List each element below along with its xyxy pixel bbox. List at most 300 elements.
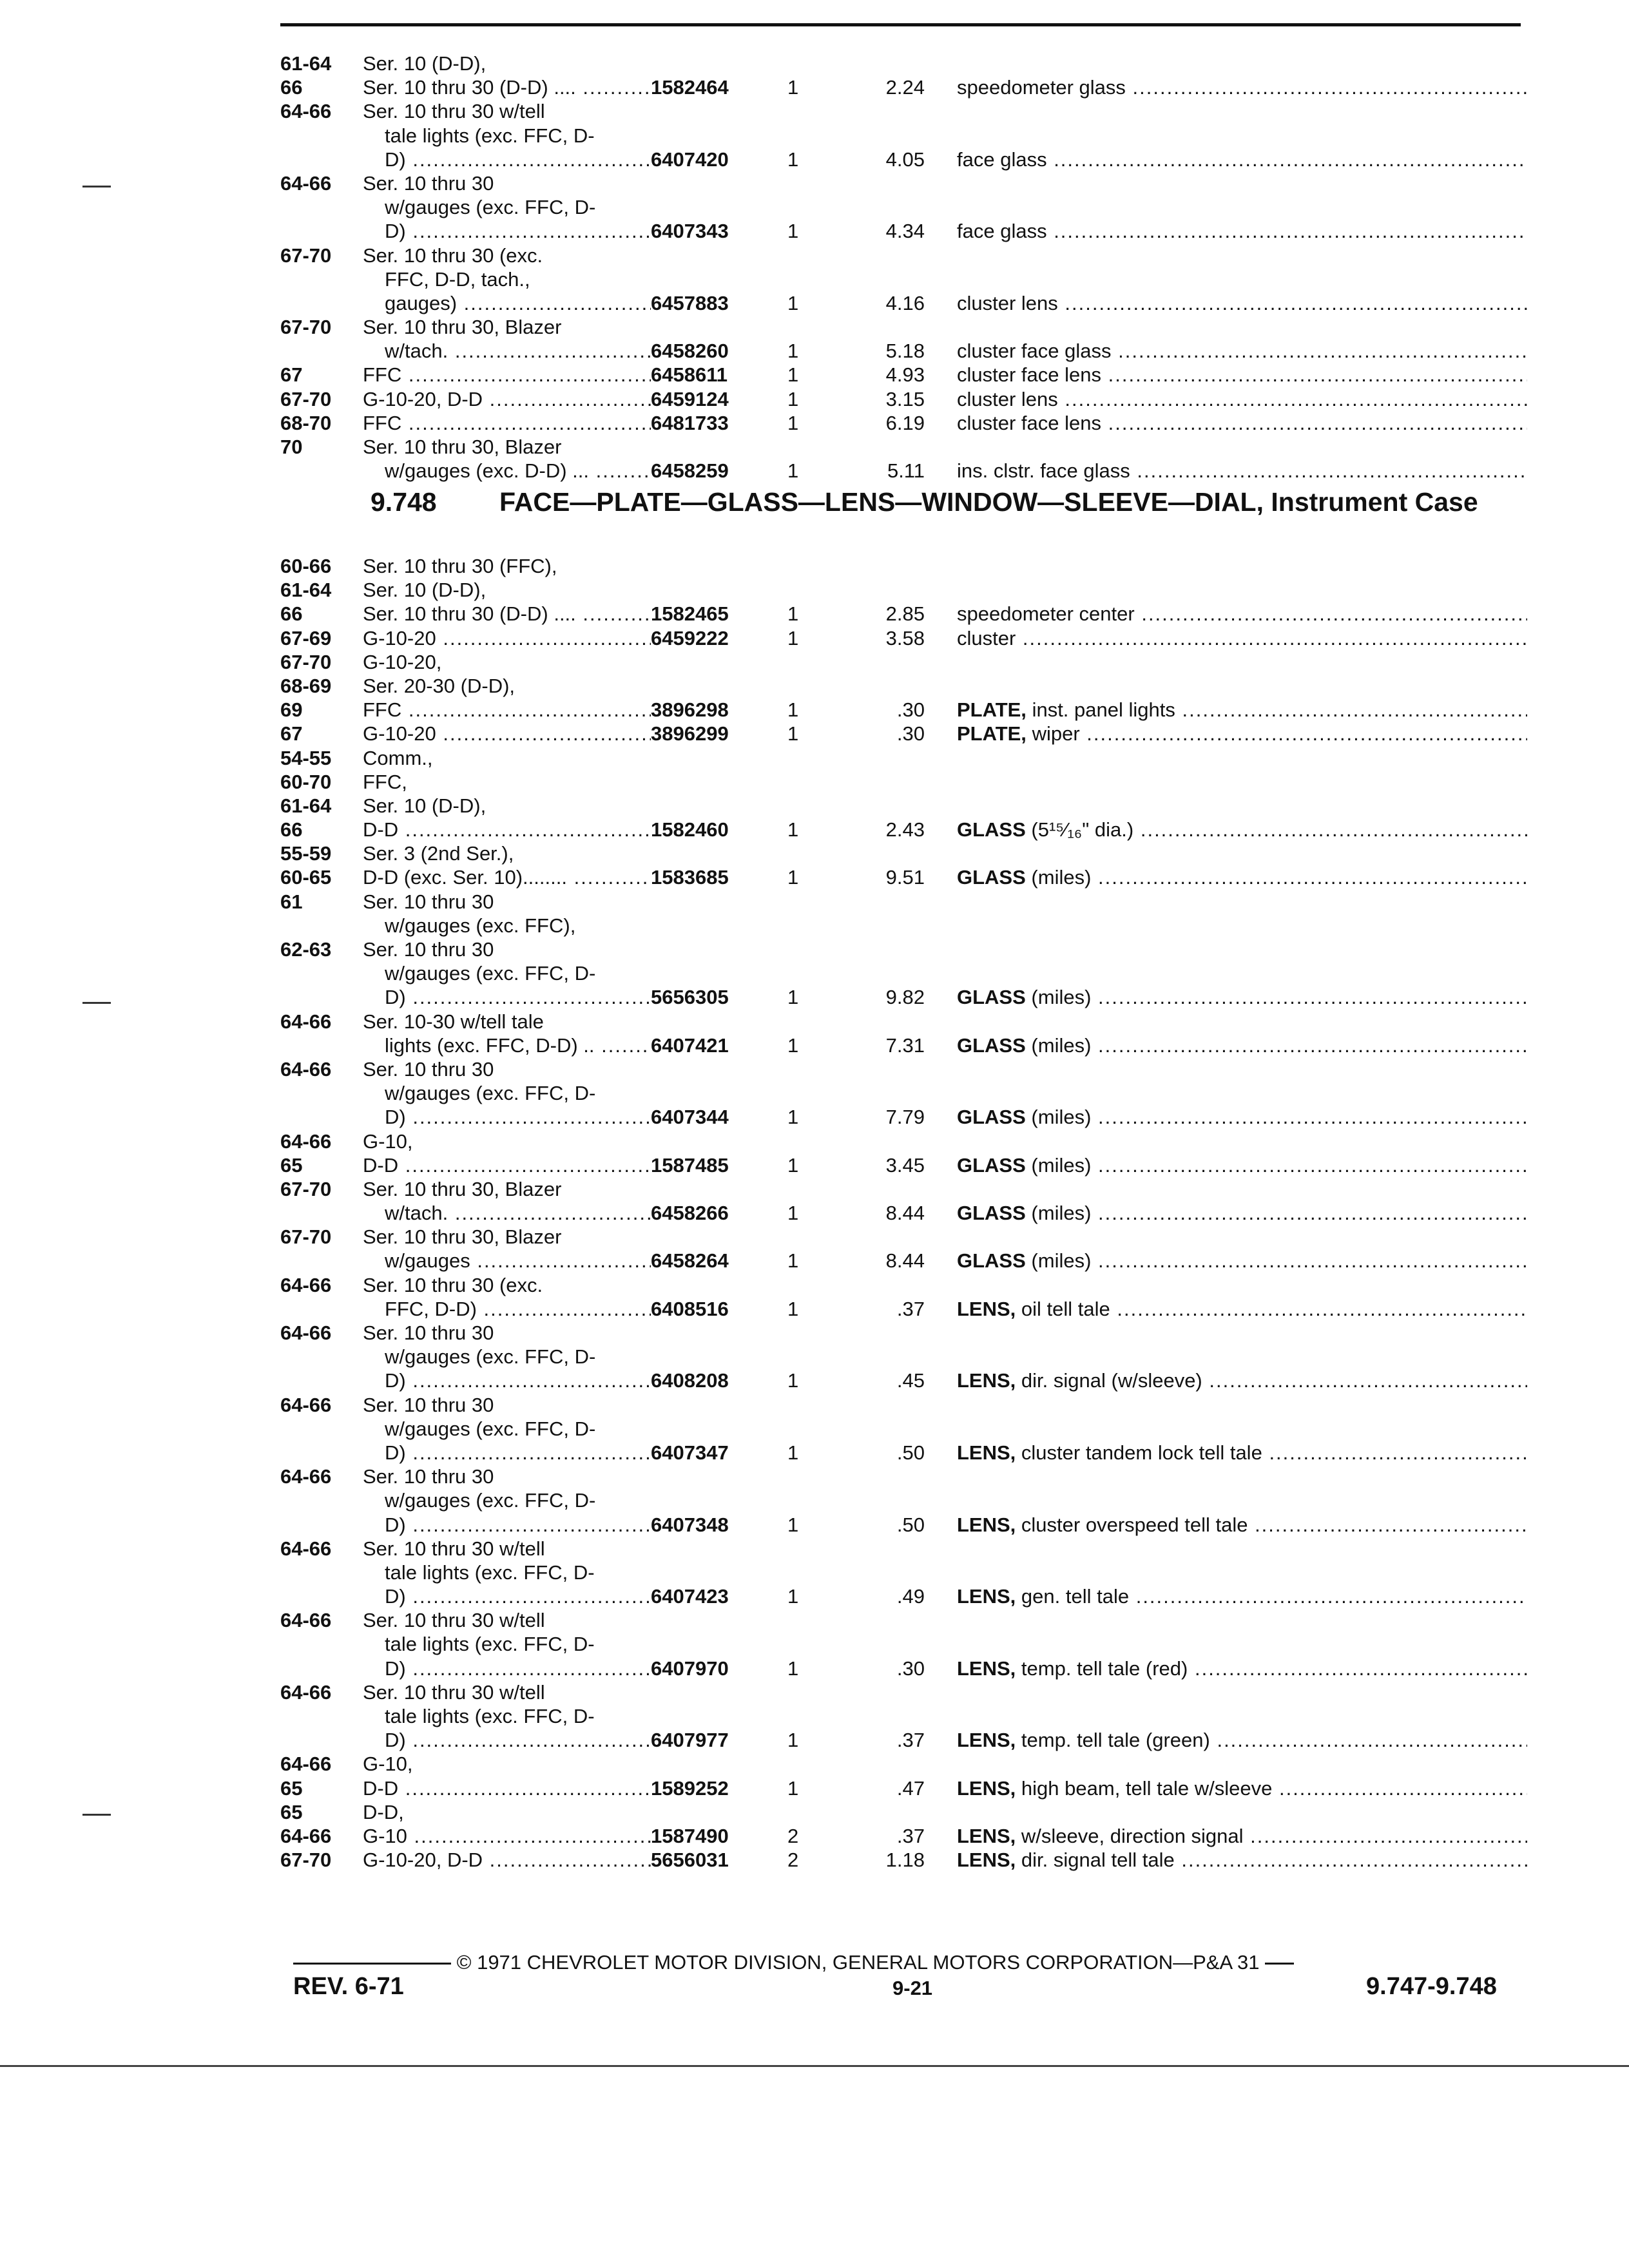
application-description: Ser. 10 (D-D),	[363, 794, 487, 817]
application-description: tale lights (exc. FFC, D-	[385, 124, 595, 147]
quantity: 1	[787, 1033, 799, 1057]
parts-row	[280, 841, 1527, 865]
application-description: G-10-20 .....	[363, 626, 651, 650]
model-year: 67-70	[280, 387, 332, 410]
part-name	[957, 1848, 1527, 1872]
part-name	[957, 1369, 1527, 1392]
model-year: 61-64	[280, 579, 332, 602]
parts-row	[280, 1465, 1527, 1488]
quantity: 1	[787, 1249, 799, 1273]
list-price: .30	[896, 698, 925, 722]
quantity: 1	[787, 1729, 799, 1752]
part-category: PLATE,	[957, 698, 1027, 722]
parts-row	[280, 1680, 1527, 1704]
part-name-text: cluster face glass	[957, 340, 1112, 363]
bottom-rule	[0, 2065, 1629, 2067]
application-description: w/gauges (exc. FFC, D-	[385, 1345, 596, 1369]
quantity: 1	[787, 866, 799, 889]
parts-row	[280, 267, 1527, 291]
part-name	[957, 1249, 1527, 1273]
part-number: 6407420	[651, 148, 729, 171]
model-year: 61-64	[280, 52, 332, 75]
list-price: 9.51	[885, 866, 925, 889]
parts-row	[280, 1105, 1527, 1129]
application-description: tale lights (exc. FFC, D-	[385, 1633, 595, 1656]
part-number: 6481733	[651, 411, 729, 434]
quantity: 1	[787, 1657, 799, 1680]
application-description: Ser. 10-30 w/tell tale	[363, 1010, 544, 1033]
quantity: 1	[787, 1106, 799, 1129]
parts-row	[280, 1393, 1527, 1417]
application-description: D-D .....	[363, 818, 651, 841]
application-description: D-D (exc. Ser. 10)........ .....	[363, 865, 651, 889]
part-name	[957, 1153, 1527, 1177]
section-title: FACE—PLATE—GLASS—LENS—WINDOW—SLEEVE—DIAL, Instrument Case	[499, 487, 1478, 517]
list-price: 8.44	[885, 1249, 925, 1273]
parts-row	[280, 1537, 1527, 1561]
parts-row	[280, 698, 1527, 722]
part-category: LENS,	[957, 1849, 1016, 1872]
margin-tick	[82, 1814, 111, 1816]
parts-row	[280, 291, 1527, 315]
part-name-text: cluster overspeed tell tale	[1021, 1513, 1248, 1536]
quantity: 1	[787, 76, 799, 99]
application-description: Ser. 10 thru 30, Blazer	[363, 316, 562, 339]
quantity: 1	[787, 340, 799, 363]
part-name-text: (miles)	[1031, 1249, 1092, 1273]
quantity: 1	[787, 363, 799, 387]
part-number: 1582460	[651, 818, 729, 841]
part-name	[957, 602, 1527, 626]
application-description: D-D,	[363, 1800, 404, 1823]
model-year: 64-66	[280, 1010, 332, 1033]
model-year: 61-64	[280, 794, 332, 817]
parts-row	[280, 1800, 1527, 1824]
application-description: Ser. 10 (D-D),	[363, 52, 487, 75]
part-category: LENS,	[957, 1297, 1016, 1320]
part-number: 6458259	[651, 459, 729, 483]
application-description: w/tach. .....	[385, 1201, 651, 1225]
application-description: D) .....	[385, 1105, 651, 1129]
quantity: 1	[787, 986, 799, 1009]
application-description: Ser. 10 thru 30, Blazer	[363, 1177, 562, 1200]
part-name-text: cluster face lens	[957, 363, 1101, 387]
list-price: 2.85	[885, 602, 925, 626]
parts-row	[280, 1824, 1527, 1848]
part-category: GLASS	[957, 866, 1026, 889]
part-name	[957, 1657, 1527, 1680]
part-name	[957, 818, 1527, 841]
model-year: 67	[280, 722, 303, 745]
part-number: 6458266	[651, 1202, 729, 1225]
parts-row	[280, 1513, 1527, 1537]
quantity: 1	[787, 291, 799, 314]
section-range: 9.747-9.748	[1366, 1973, 1497, 2000]
parts-row	[280, 914, 1527, 937]
margin-tick	[82, 1002, 111, 1004]
parts-row	[280, 1249, 1527, 1273]
parts-row	[280, 1057, 1527, 1081]
application-description: G-10-20, D-D .....	[363, 1848, 651, 1872]
model-year: 67	[280, 363, 303, 387]
parts-row	[280, 1417, 1527, 1441]
model-year: 68-69	[280, 674, 332, 697]
part-name	[957, 1513, 1527, 1537]
application-description: FFC .....	[363, 363, 651, 387]
parts-row	[280, 1081, 1527, 1105]
part-number: 1587490	[651, 1824, 729, 1847]
application-description: G-10 .....	[363, 1824, 651, 1848]
application-description: Ser. 10 thru 30 (exc.	[363, 1273, 543, 1296]
list-price: 4.16	[885, 291, 925, 314]
application-description: w/gauges (exc. FFC, D-	[385, 1489, 596, 1512]
list-price: .30	[896, 1657, 925, 1680]
list-price: 5.18	[885, 340, 925, 363]
part-name	[957, 985, 1527, 1009]
application-description: D) .....	[385, 219, 651, 243]
list-price: 4.05	[885, 148, 925, 171]
application-description: Ser. 10 thru 30, Blazer	[363, 436, 562, 458]
part-name-text: cluster tandem lock tell tale	[1021, 1441, 1262, 1464]
application-description: FFC .....	[363, 411, 651, 435]
part-category: LENS,	[957, 1824, 1016, 1847]
part-number: 6459124	[651, 387, 729, 410]
application-description: G-10-20 .....	[363, 722, 651, 745]
parts-row	[280, 411, 1527, 435]
parts-row	[280, 794, 1527, 818]
application-description: Ser. 10 thru 30 (exc.	[363, 244, 543, 267]
application-description: G-10-20,	[363, 650, 442, 673]
part-number: 1589252	[651, 1776, 729, 1800]
parts-row	[280, 1776, 1527, 1800]
part-name	[957, 363, 1527, 387]
part-name	[957, 459, 1527, 483]
model-year: 67-69	[280, 626, 332, 649]
list-price: .47	[896, 1776, 925, 1800]
part-number: 6407970	[651, 1657, 729, 1680]
parts-row	[280, 1321, 1527, 1345]
list-price: 9.82	[885, 986, 925, 1009]
part-name	[957, 339, 1527, 363]
part-name-text: speedometer glass	[957, 76, 1126, 99]
quantity: 2	[787, 1824, 799, 1847]
part-category: GLASS	[957, 986, 1026, 1009]
part-name	[957, 291, 1527, 315]
application-description: D) .....	[385, 1441, 651, 1465]
parts-row	[280, 219, 1527, 243]
parts-row	[280, 1177, 1527, 1201]
quantity: 1	[787, 1297, 799, 1320]
part-number: 6407423	[651, 1585, 729, 1608]
part-name-text: speedometer center	[957, 602, 1135, 626]
quantity: 1	[787, 818, 799, 841]
part-number: 1583685	[651, 866, 729, 889]
application-description: Ser. 10 thru 30, Blazer	[363, 1225, 562, 1249]
quantity: 1	[787, 1513, 799, 1536]
model-year: 61	[280, 890, 303, 913]
parts-row	[280, 602, 1527, 626]
parts-row	[280, 1273, 1527, 1297]
parts-row	[280, 890, 1527, 914]
parts-list-9748	[280, 554, 1527, 1872]
parts-row	[280, 937, 1527, 961]
model-year: 64-66	[280, 1465, 332, 1488]
model-year: 64-66	[280, 1273, 332, 1296]
application-description: w/gauges (exc. FFC, D-	[385, 196, 596, 219]
application-description: Ser. 10 thru 30	[363, 890, 494, 913]
list-price: .50	[896, 1441, 925, 1464]
quantity: 1	[787, 1441, 799, 1464]
part-category: GLASS	[957, 1033, 1026, 1057]
part-name-text: cluster face lens	[957, 411, 1101, 434]
part-name-text: cluster	[957, 626, 1016, 649]
part-name	[957, 75, 1527, 99]
application-description: Ser. 10 thru 30 (D-D) .... .....	[363, 75, 651, 99]
part-name	[957, 148, 1527, 171]
application-description: D) .....	[385, 148, 651, 171]
part-number: 6408516	[651, 1297, 729, 1320]
part-name-text: gen. tell tale	[1021, 1585, 1130, 1608]
quantity: 1	[787, 602, 799, 626]
part-name	[957, 1584, 1527, 1608]
parts-row	[280, 1561, 1527, 1584]
parts-row	[280, 75, 1527, 99]
application-description: D) .....	[385, 1728, 651, 1752]
parts-row	[280, 1225, 1527, 1249]
quantity: 1	[787, 220, 799, 243]
part-number: 6457883	[651, 291, 729, 314]
application-description: Ser. 10 (D-D),	[363, 579, 487, 602]
parts-row	[280, 339, 1527, 363]
list-price: 2.43	[885, 818, 925, 841]
part-name-text: (miles)	[1031, 1153, 1092, 1177]
quantity: 1	[787, 459, 799, 483]
application-description: Ser. 10 thru 30	[363, 1393, 494, 1416]
list-price: 7.31	[885, 1033, 925, 1057]
parts-row	[280, 148, 1527, 171]
list-price: 7.79	[885, 1106, 925, 1129]
part-name	[957, 1297, 1527, 1321]
application-description: tale lights (exc. FFC, D-	[385, 1561, 595, 1584]
part-category: GLASS	[957, 1153, 1026, 1177]
parts-row	[280, 124, 1527, 148]
application-description: Ser. 10 thru 30 (FFC),	[363, 555, 557, 577]
part-category: LENS,	[957, 1585, 1016, 1608]
application-description: Ser. 10 thru 30	[363, 1057, 494, 1081]
application-description: Ser. 10 thru 30	[363, 1321, 494, 1344]
part-number: 6407421	[651, 1033, 729, 1057]
list-price: 1.18	[885, 1849, 925, 1872]
model-year: 60-70	[280, 770, 332, 793]
parts-row	[280, 1441, 1527, 1465]
model-year: 67-70	[280, 650, 332, 673]
parts-row	[280, 1033, 1527, 1057]
part-name-text: face glass	[957, 220, 1047, 243]
part-name-text: (miles)	[1031, 866, 1092, 889]
application-description: Ser. 10 thru 30 (D-D) .... .....	[363, 602, 651, 626]
application-description: FFC, D-D, tach.,	[385, 267, 530, 291]
part-name-text: ins. clstr. face glass	[957, 459, 1130, 483]
application-description: D) .....	[385, 1657, 651, 1680]
model-year: 70	[280, 436, 303, 458]
model-year: 64-66	[280, 1393, 332, 1416]
model-year: 64-66	[280, 1321, 332, 1344]
application-description: Comm.,	[363, 746, 433, 769]
part-name	[957, 1441, 1527, 1465]
top-rule	[280, 23, 1521, 26]
parts-row	[280, 459, 1527, 483]
part-category: LENS,	[957, 1729, 1016, 1752]
application-description: Ser. 10 thru 30	[363, 171, 494, 195]
part-name-text: dir. signal tell tale	[1021, 1849, 1175, 1872]
parts-row	[280, 770, 1527, 794]
part-category: GLASS	[957, 1202, 1026, 1225]
parts-row	[280, 1728, 1527, 1752]
part-number: 6458264	[651, 1249, 729, 1273]
part-name	[957, 1105, 1527, 1129]
list-price: 5.11	[887, 459, 925, 483]
quantity: 1	[787, 1153, 799, 1177]
parts-row	[280, 722, 1527, 745]
quantity: 1	[787, 411, 799, 434]
part-name-text: (miles)	[1031, 986, 1092, 1009]
part-category: PLATE,	[957, 722, 1027, 745]
part-name	[957, 411, 1527, 435]
part-name-text: (5¹⁵⁄₁₆" dia.)	[1031, 818, 1134, 841]
part-number: 3896298	[651, 698, 729, 722]
parts-row	[280, 171, 1527, 195]
parts-row	[280, 1584, 1527, 1608]
parts-row	[280, 1488, 1527, 1512]
part-name	[957, 626, 1527, 650]
model-year: 64-66	[280, 1537, 332, 1560]
list-price: .50	[896, 1513, 925, 1536]
list-price: .37	[896, 1824, 925, 1847]
parts-row	[280, 865, 1527, 889]
application-description: Ser. 10 thru 30	[363, 1465, 494, 1488]
part-name-text: (miles)	[1031, 1106, 1092, 1129]
application-description: tale lights (exc. FFC, D-	[385, 1705, 595, 1727]
parts-row	[280, 1129, 1527, 1153]
application-description: Ser. 10 thru 30 w/tell	[363, 1680, 545, 1704]
quantity: 1	[787, 148, 799, 171]
part-name-text: wiper	[1032, 722, 1080, 745]
application-description: lights (exc. FFC, D-D) .. .....	[385, 1033, 651, 1057]
quantity: 1	[787, 722, 799, 745]
model-year: 62-63	[280, 938, 332, 961]
parts-row	[280, 1704, 1527, 1728]
part-name	[957, 1728, 1527, 1752]
part-name	[957, 1776, 1527, 1800]
list-price: 3.15	[885, 387, 925, 410]
application-description: FFC, D-D) .....	[385, 1297, 651, 1321]
part-name-text: high beam, tell tale w/sleeve	[1021, 1776, 1273, 1800]
application-description: D-D .....	[363, 1776, 651, 1800]
part-name-text: (miles)	[1031, 1202, 1092, 1225]
parts-row	[280, 1752, 1527, 1776]
parts-row	[280, 578, 1527, 602]
parts-row	[280, 387, 1527, 411]
quantity: 1	[787, 698, 799, 722]
list-price: 4.34	[885, 220, 925, 243]
model-year: 60-66	[280, 555, 332, 577]
parts-row	[280, 363, 1527, 387]
model-year: 67-70	[280, 1225, 332, 1249]
part-number: 3896299	[651, 722, 729, 745]
part-name-text: w/sleeve, direction signal	[1021, 1824, 1244, 1847]
model-year: 66	[280, 602, 303, 626]
parts-row	[280, 435, 1527, 459]
parts-row	[280, 1632, 1527, 1656]
model-year: 69	[280, 698, 303, 722]
model-year: 64-66	[280, 1609, 332, 1632]
part-name-text: oil tell tale	[1021, 1297, 1110, 1320]
part-name-text: temp. tell tale (red)	[1021, 1657, 1188, 1680]
parts-row	[280, 674, 1527, 698]
list-price: 3.45	[885, 1153, 925, 1177]
quantity: 1	[787, 1202, 799, 1225]
part-number: 1587485	[651, 1153, 729, 1177]
part-name	[957, 219, 1527, 243]
application-description: G-10,	[363, 1129, 413, 1153]
margin-tick	[82, 186, 111, 187]
application-description: Ser. 10 thru 30 w/tell	[363, 100, 545, 123]
part-category: LENS,	[957, 1657, 1016, 1680]
model-year: 67-70	[280, 1177, 332, 1200]
model-year: 64-66	[280, 1753, 332, 1776]
part-category: LENS,	[957, 1513, 1016, 1536]
application-description: D) .....	[385, 1513, 651, 1537]
model-year: 55-59	[280, 842, 332, 865]
parts-row	[280, 650, 1527, 674]
part-number: 5656031	[651, 1849, 729, 1872]
parts-list-9747	[280, 52, 1527, 483]
part-name-text: dir. signal (w/sleeve)	[1021, 1369, 1202, 1392]
part-number: 6458611	[651, 363, 728, 387]
part-category: LENS,	[957, 1776, 1016, 1800]
parts-row	[280, 195, 1527, 219]
part-name	[957, 865, 1527, 889]
part-category: GLASS	[957, 1249, 1026, 1273]
application-description: w/gauges (exc. FFC),	[385, 914, 576, 937]
model-year: 65	[280, 1776, 303, 1800]
application-description: Ser. 3 (2nd Ser.),	[363, 842, 514, 865]
application-description: w/gauges (exc. D-D) ... .....	[385, 459, 651, 483]
quantity: 1	[787, 1369, 799, 1392]
application-description: w/gauges .....	[385, 1249, 651, 1273]
list-price: 3.58	[885, 626, 925, 649]
parts-row	[280, 1010, 1527, 1033]
parts-row	[280, 1201, 1527, 1225]
part-name-text: cluster lens	[957, 387, 1058, 410]
parts-row	[280, 746, 1527, 770]
quantity: 2	[787, 1849, 799, 1872]
part-name	[957, 1824, 1527, 1848]
parts-row	[280, 1848, 1527, 1872]
part-name	[957, 1201, 1527, 1225]
part-number: 6459222	[651, 626, 729, 649]
application-description: gauges) .....	[385, 291, 651, 315]
model-year: 54-55	[280, 746, 332, 769]
application-description: G-10,	[363, 1753, 413, 1776]
application-description: Ser. 10 thru 30	[363, 938, 494, 961]
model-year: 67-70	[280, 1849, 332, 1872]
part-number: 6407343	[651, 220, 729, 243]
part-name-text: temp. tell tale (green)	[1021, 1729, 1210, 1752]
parts-row	[280, 1657, 1527, 1680]
part-name-text: cluster lens	[957, 291, 1058, 314]
model-year: 65	[280, 1153, 303, 1177]
